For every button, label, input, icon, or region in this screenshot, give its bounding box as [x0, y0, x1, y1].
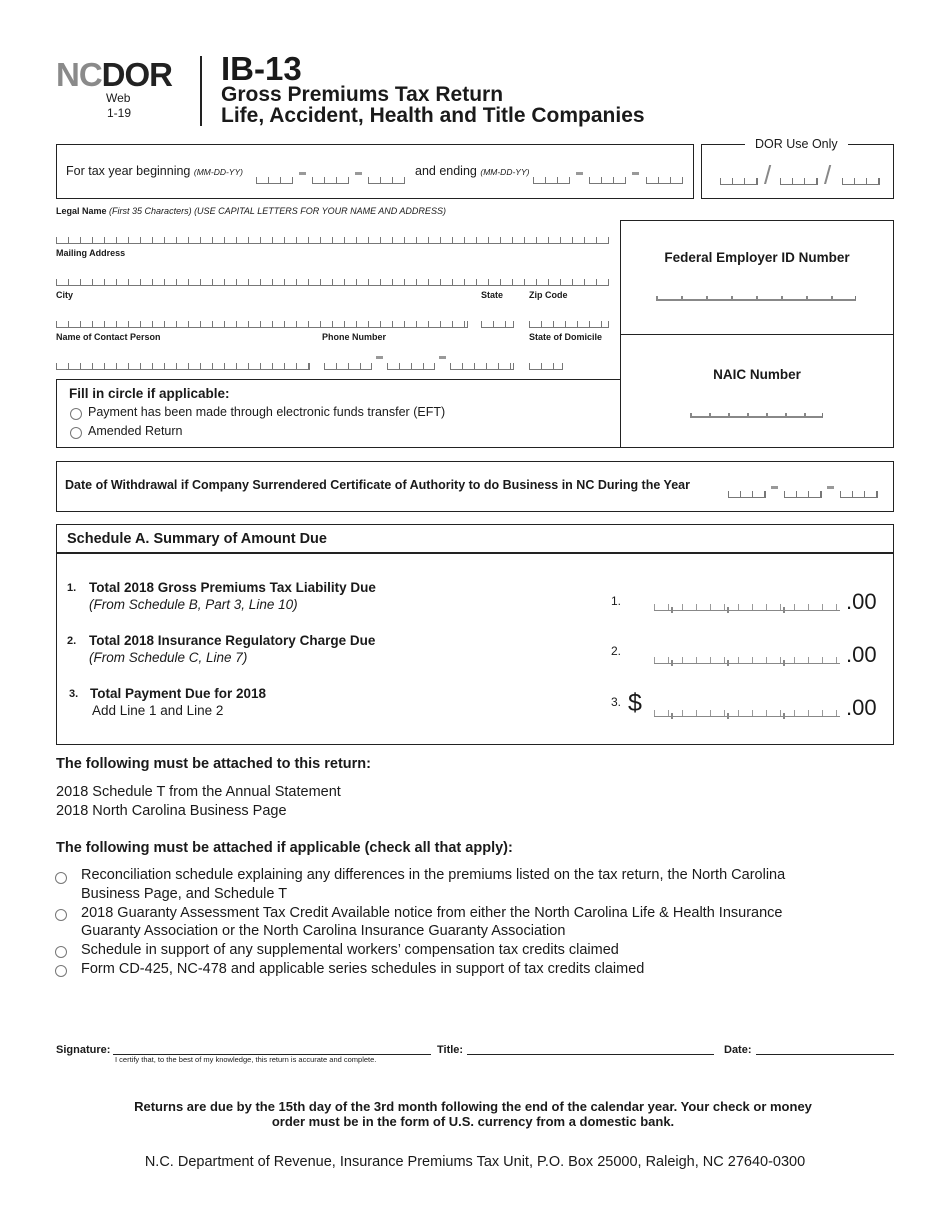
fein-field[interactable]	[656, 296, 856, 301]
line-3-title: Total Payment Due for 2018	[90, 686, 267, 701]
legal-name-field[interactable]	[56, 237, 609, 244]
line-1-cents: .00	[846, 589, 877, 614]
comma-mark	[727, 713, 729, 719]
line-3-sub: Add Line 1 and Line 2	[92, 703, 224, 718]
withdrawal-month-field[interactable]	[728, 491, 766, 498]
signature-label: Signature:	[56, 1044, 111, 1056]
dash-separator	[771, 486, 778, 489]
eft-radio[interactable]	[70, 408, 82, 420]
state-label: State	[481, 290, 504, 300]
line-2-sub: (From Schedule C, Line 7)	[89, 650, 248, 665]
fein-box	[620, 220, 894, 335]
naic-box	[620, 334, 894, 448]
optional-item-text: Guaranty Association or the North Carolina Insurance Guaranty Association	[81, 923, 566, 939]
naic-label: NAIC Number	[713, 367, 801, 382]
form-number: IB-13	[221, 50, 302, 87]
guaranty-checkbox[interactable]	[55, 909, 67, 921]
state-field[interactable]	[481, 321, 514, 328]
slash-separator: /	[824, 160, 832, 190]
line-1-ref: 1.	[611, 594, 622, 608]
dor-use-box	[701, 144, 894, 199]
slash-separator: /	[764, 160, 772, 190]
optional-attach-title: The following must be attached if applicable (check all that apply):	[56, 840, 513, 856]
begin-day-field[interactable]	[312, 177, 349, 184]
domicile-label: State of Domicile	[529, 332, 603, 342]
optional-item-text: Schedule in support of any supplemental workers’ compensation tax credits claimed	[81, 942, 619, 958]
fill-in-title: Fill in circle if applicable:	[69, 386, 230, 401]
due-notice-2: order must be in the form of U.S. currency from a domestic bank.	[271, 1114, 675, 1129]
line-3-amount-field[interactable]	[654, 708, 840, 717]
due-notice-1: Returns are due by the 15th day of the 3rd month following the end of the calendar year. Your check or money	[134, 1099, 812, 1114]
optional-item-text: Business Page, and Schedule T	[81, 886, 288, 902]
line-number: 2.	[67, 635, 77, 647]
line-2-ref: 2.	[611, 644, 622, 658]
withdrawal-label: Date of Withdrawal if Company Surrendered Certificate of Authority to do Business in NC During the Year	[65, 478, 690, 492]
form-title-2: Life, Accident, Health and Title Companies	[221, 104, 645, 127]
comma-mark	[671, 660, 673, 666]
dash-separator	[827, 486, 834, 489]
line-3-cents: .00	[846, 695, 877, 720]
comma-mark	[727, 607, 729, 613]
amended-label: Amended Return	[88, 424, 183, 438]
dash-separator	[355, 172, 362, 175]
comma-mark	[671, 607, 673, 613]
comma-mark	[727, 660, 729, 666]
optional-item-text: Form CD-425, NC-478 and applicable series schedules in support of tax credits claimed	[81, 961, 645, 977]
schedule-a-divider	[56, 552, 894, 554]
certify-text: I certify that, to the best of my knowledge, this return is accurate and complete.	[115, 1055, 377, 1064]
dash-separator	[299, 172, 306, 175]
contact-label: Name of Contact Person	[56, 332, 161, 342]
line-1-amount-field[interactable]	[654, 602, 840, 611]
withdrawal-day-field[interactable]	[784, 491, 822, 498]
end-year-field[interactable]	[646, 177, 683, 184]
dollar-sign: $	[628, 689, 642, 717]
required-item: 2018 Schedule T from the Annual Statement	[56, 784, 341, 800]
begin-year-field[interactable]	[368, 177, 405, 184]
naic-field[interactable]	[690, 413, 823, 418]
legal-name-label: Legal Name (First 35 Characters) (USE CAPITAL LETTERS FOR YOUR NAME AND ADDRESS)	[56, 206, 446, 216]
begin-month-field[interactable]	[256, 177, 293, 184]
web-label: Web	[106, 91, 131, 105]
revision-label: 1-19	[107, 106, 132, 120]
mailing-address-field[interactable]	[56, 279, 609, 286]
dor-date-field	[780, 178, 818, 185]
comma-mark	[783, 660, 785, 666]
line-1-sub: (From Schedule B, Part 3, Line 10)	[89, 597, 298, 612]
date-label: Date:	[724, 1044, 752, 1056]
date-line[interactable]	[756, 1054, 894, 1055]
phone-label: Phone Number	[322, 332, 387, 342]
line-2-amount-field[interactable]	[654, 655, 840, 664]
line-2-cents: .00	[846, 642, 877, 667]
reconciliation-checkbox[interactable]	[55, 872, 67, 884]
contact-field[interactable]	[56, 363, 310, 370]
title-label: Title:	[437, 1044, 464, 1056]
dash-separator	[576, 172, 583, 175]
schedule-a-title: Schedule A. Summary of Amount Due	[67, 531, 327, 547]
dor-date-field	[720, 178, 758, 185]
mailing-address-label: Mailing Address	[56, 248, 126, 258]
line-3-ref: 3.	[611, 695, 622, 709]
ncdor-logo	[56, 56, 172, 94]
required-attach-title: The following must be attached to this return:	[56, 756, 371, 772]
dash-separator	[439, 356, 446, 359]
workers-comp-checkbox[interactable]	[55, 946, 67, 958]
comma-mark	[783, 713, 785, 719]
city-field[interactable]	[56, 321, 468, 328]
line-1-title: Total 2018 Gross Premiums Tax Liability Due	[89, 580, 376, 595]
header-divider	[200, 56, 202, 126]
withdrawal-year-field[interactable]	[840, 491, 878, 498]
phone-prefix-field[interactable]	[387, 363, 435, 370]
line-number: 1.	[67, 582, 77, 594]
logo-nc: NC	[56, 56, 102, 93]
dash-separator	[376, 356, 383, 359]
title-line[interactable]	[467, 1054, 714, 1055]
domicile-field[interactable]	[529, 363, 563, 370]
cd425-checkbox[interactable]	[55, 965, 67, 977]
tax-year-begin-label: For tax year beginning (MM-DD-YY)	[66, 164, 243, 178]
fein-label: Federal Employer ID Number	[664, 250, 850, 265]
end-month-field[interactable]	[533, 177, 570, 184]
comma-mark	[671, 713, 673, 719]
phone-line-field[interactable]	[450, 363, 514, 370]
tax-year-end-label: and ending (MM-DD-YY)	[415, 164, 530, 178]
comma-mark	[783, 607, 785, 613]
dor-date-field	[842, 178, 880, 185]
line-2-title: Total 2018 Insurance Regulatory Charge Due	[89, 633, 376, 648]
zip-field[interactable]	[529, 321, 609, 328]
zip-label: Zip Code	[529, 290, 568, 300]
city-label: City	[56, 290, 74, 300]
optional-item-text: 2018 Guaranty Assessment Tax Credit Available notice from either the North Carolina Life & Health Insurance	[81, 905, 783, 921]
phone-area-field[interactable]	[324, 363, 372, 370]
logo-dor: DOR	[101, 56, 173, 93]
line-number: 3.	[69, 688, 79, 700]
end-day-field[interactable]	[589, 177, 626, 184]
dor-use-label: DOR Use Only	[745, 137, 848, 151]
form-title-1: Gross Premiums Tax Return	[221, 83, 504, 106]
optional-item-text: Reconciliation schedule explaining any differences in the premiums listed on the tax return, the North Carolina	[81, 867, 786, 883]
dash-separator	[632, 172, 639, 175]
required-item: 2018 North Carolina Business Page	[56, 803, 287, 819]
amended-radio[interactable]	[70, 427, 82, 439]
eft-label: Payment has been made through electronic funds transfer (EFT)	[88, 405, 446, 419]
dor-address: N.C. Department of Revenue, Insurance Premiums Tax Unit, P.O. Box 25000, Raleigh, NC 27640-0300	[144, 1154, 806, 1170]
